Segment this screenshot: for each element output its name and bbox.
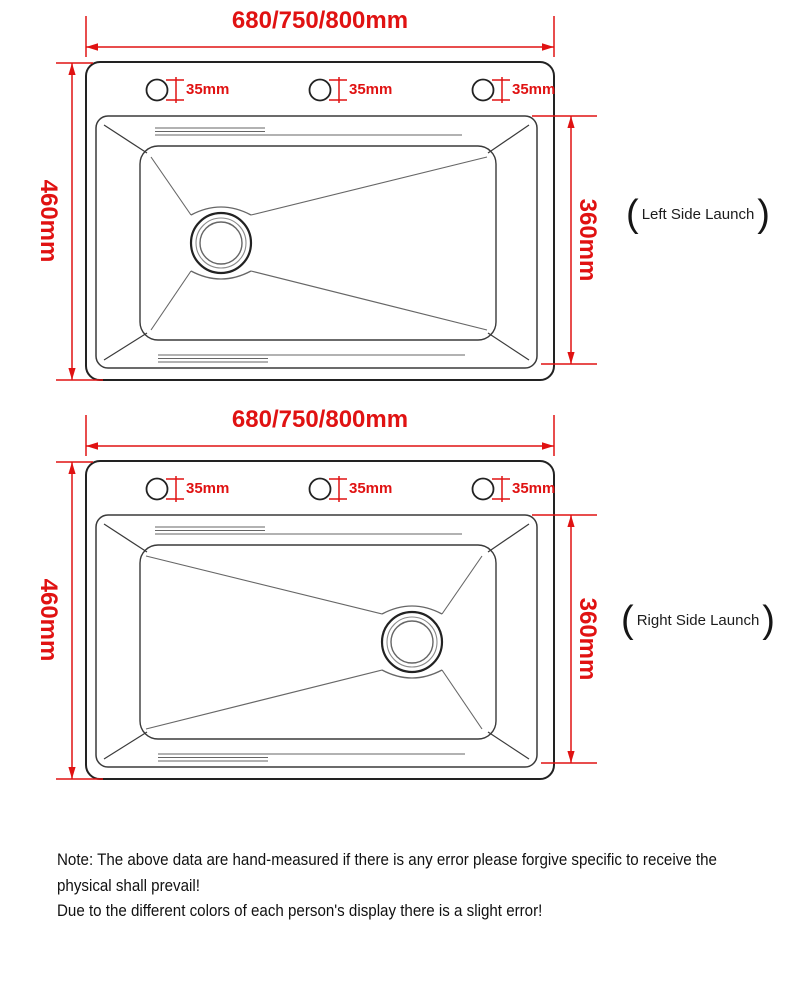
arrowhead-icon: [86, 43, 98, 51]
corner-line: [488, 333, 529, 360]
arrowhead-icon: [542, 43, 554, 51]
faucet-hole-icon: [147, 80, 168, 101]
corner-line: [104, 333, 147, 360]
note-line: Note: The above data are hand-measured if there is any error please forgive specific to receive the: [57, 850, 717, 869]
water-guide-lines: [146, 556, 482, 729]
hole-dimension-bracket: [166, 77, 184, 103]
bottom-depth-dimension-label: 460mm: [35, 578, 62, 662]
faucet-hole-icon: [473, 80, 494, 101]
arrowhead-icon: [68, 368, 75, 380]
drain-groove-lines: [158, 754, 465, 761]
corner-line: [104, 125, 147, 153]
hole-size-label: 35mm: [512, 480, 556, 497]
measurement-note: [57, 847, 717, 924]
corner-line: [488, 524, 529, 552]
faucet-hole-icon: [310, 80, 331, 101]
hole-size-label: 35mm: [512, 81, 556, 98]
corner-line: [488, 125, 529, 153]
arrowhead-icon: [68, 462, 75, 474]
faucet-hole-icon: [473, 479, 494, 500]
note-line: Due to the different colors of each person's display there is a slight error!: [57, 901, 543, 920]
basin-rim: [96, 515, 537, 767]
drain-groove-lines: [155, 527, 462, 534]
bottom-drain-side-note: [612, 594, 784, 646]
hole-dimension-bracket: [329, 77, 347, 103]
drain-icon: [191, 213, 251, 273]
top-drain-side-note: [614, 188, 782, 240]
basin-bottom: [140, 146, 496, 340]
hole-dimension-bracket: [492, 476, 510, 502]
close-paren: ): [757, 193, 770, 235]
top-basin-depth-dimension-label: 360mm: [574, 198, 601, 282]
bottom-width-dimension-label: 680/750/800mm: [231, 406, 409, 433]
sink-outer-edge: [86, 461, 554, 779]
arrowhead-icon: [567, 116, 574, 128]
top-width-dimension-label: 680/750/800mm: [231, 7, 409, 34]
arrowhead-icon: [567, 352, 574, 364]
arrowhead-icon: [86, 442, 98, 450]
arrowhead-icon: [567, 751, 574, 763]
arrowhead-icon: [542, 442, 554, 450]
side-note-label: Right Side Launch: [636, 611, 760, 629]
drain-icon: [382, 612, 442, 672]
open-paren: (: [621, 599, 634, 641]
note-line: physical shall prevail!: [57, 875, 200, 895]
sink-outer-edge: [86, 62, 554, 380]
faucet-hole-icon: [147, 479, 168, 500]
open-paren: (: [626, 193, 639, 235]
drain-groove-lines: [155, 128, 462, 135]
hole-dimension-bracket: [492, 77, 510, 103]
close-paren: ): [762, 599, 775, 641]
corner-line: [488, 732, 529, 759]
side-note-label: Left Side Launch: [641, 205, 755, 223]
hole-size-label: 35mm: [186, 81, 230, 98]
bottom-sink-drawing: [56, 415, 597, 779]
hole-dimension-bracket: [166, 476, 184, 502]
corner-line: [104, 732, 147, 759]
basin-rim: [96, 116, 537, 368]
drain-groove-lines: [158, 355, 465, 362]
hole-size-label: 35mm: [349, 480, 393, 497]
hole-size-label: 35mm: [349, 81, 393, 98]
arrowhead-icon: [68, 63, 75, 75]
top-sink-drawing: [56, 16, 597, 380]
corner-line: [104, 524, 147, 552]
bottom-basin-depth-dimension-label: 360mm: [574, 597, 601, 681]
hole-size-label: 35mm: [186, 480, 230, 497]
arrowhead-icon: [68, 767, 75, 779]
water-guide-lines: [151, 157, 487, 330]
arrowhead-icon: [567, 515, 574, 527]
faucet-hole-icon: [310, 479, 331, 500]
top-depth-dimension-label: 460mm: [35, 179, 62, 263]
hole-dimension-bracket: [329, 476, 347, 502]
